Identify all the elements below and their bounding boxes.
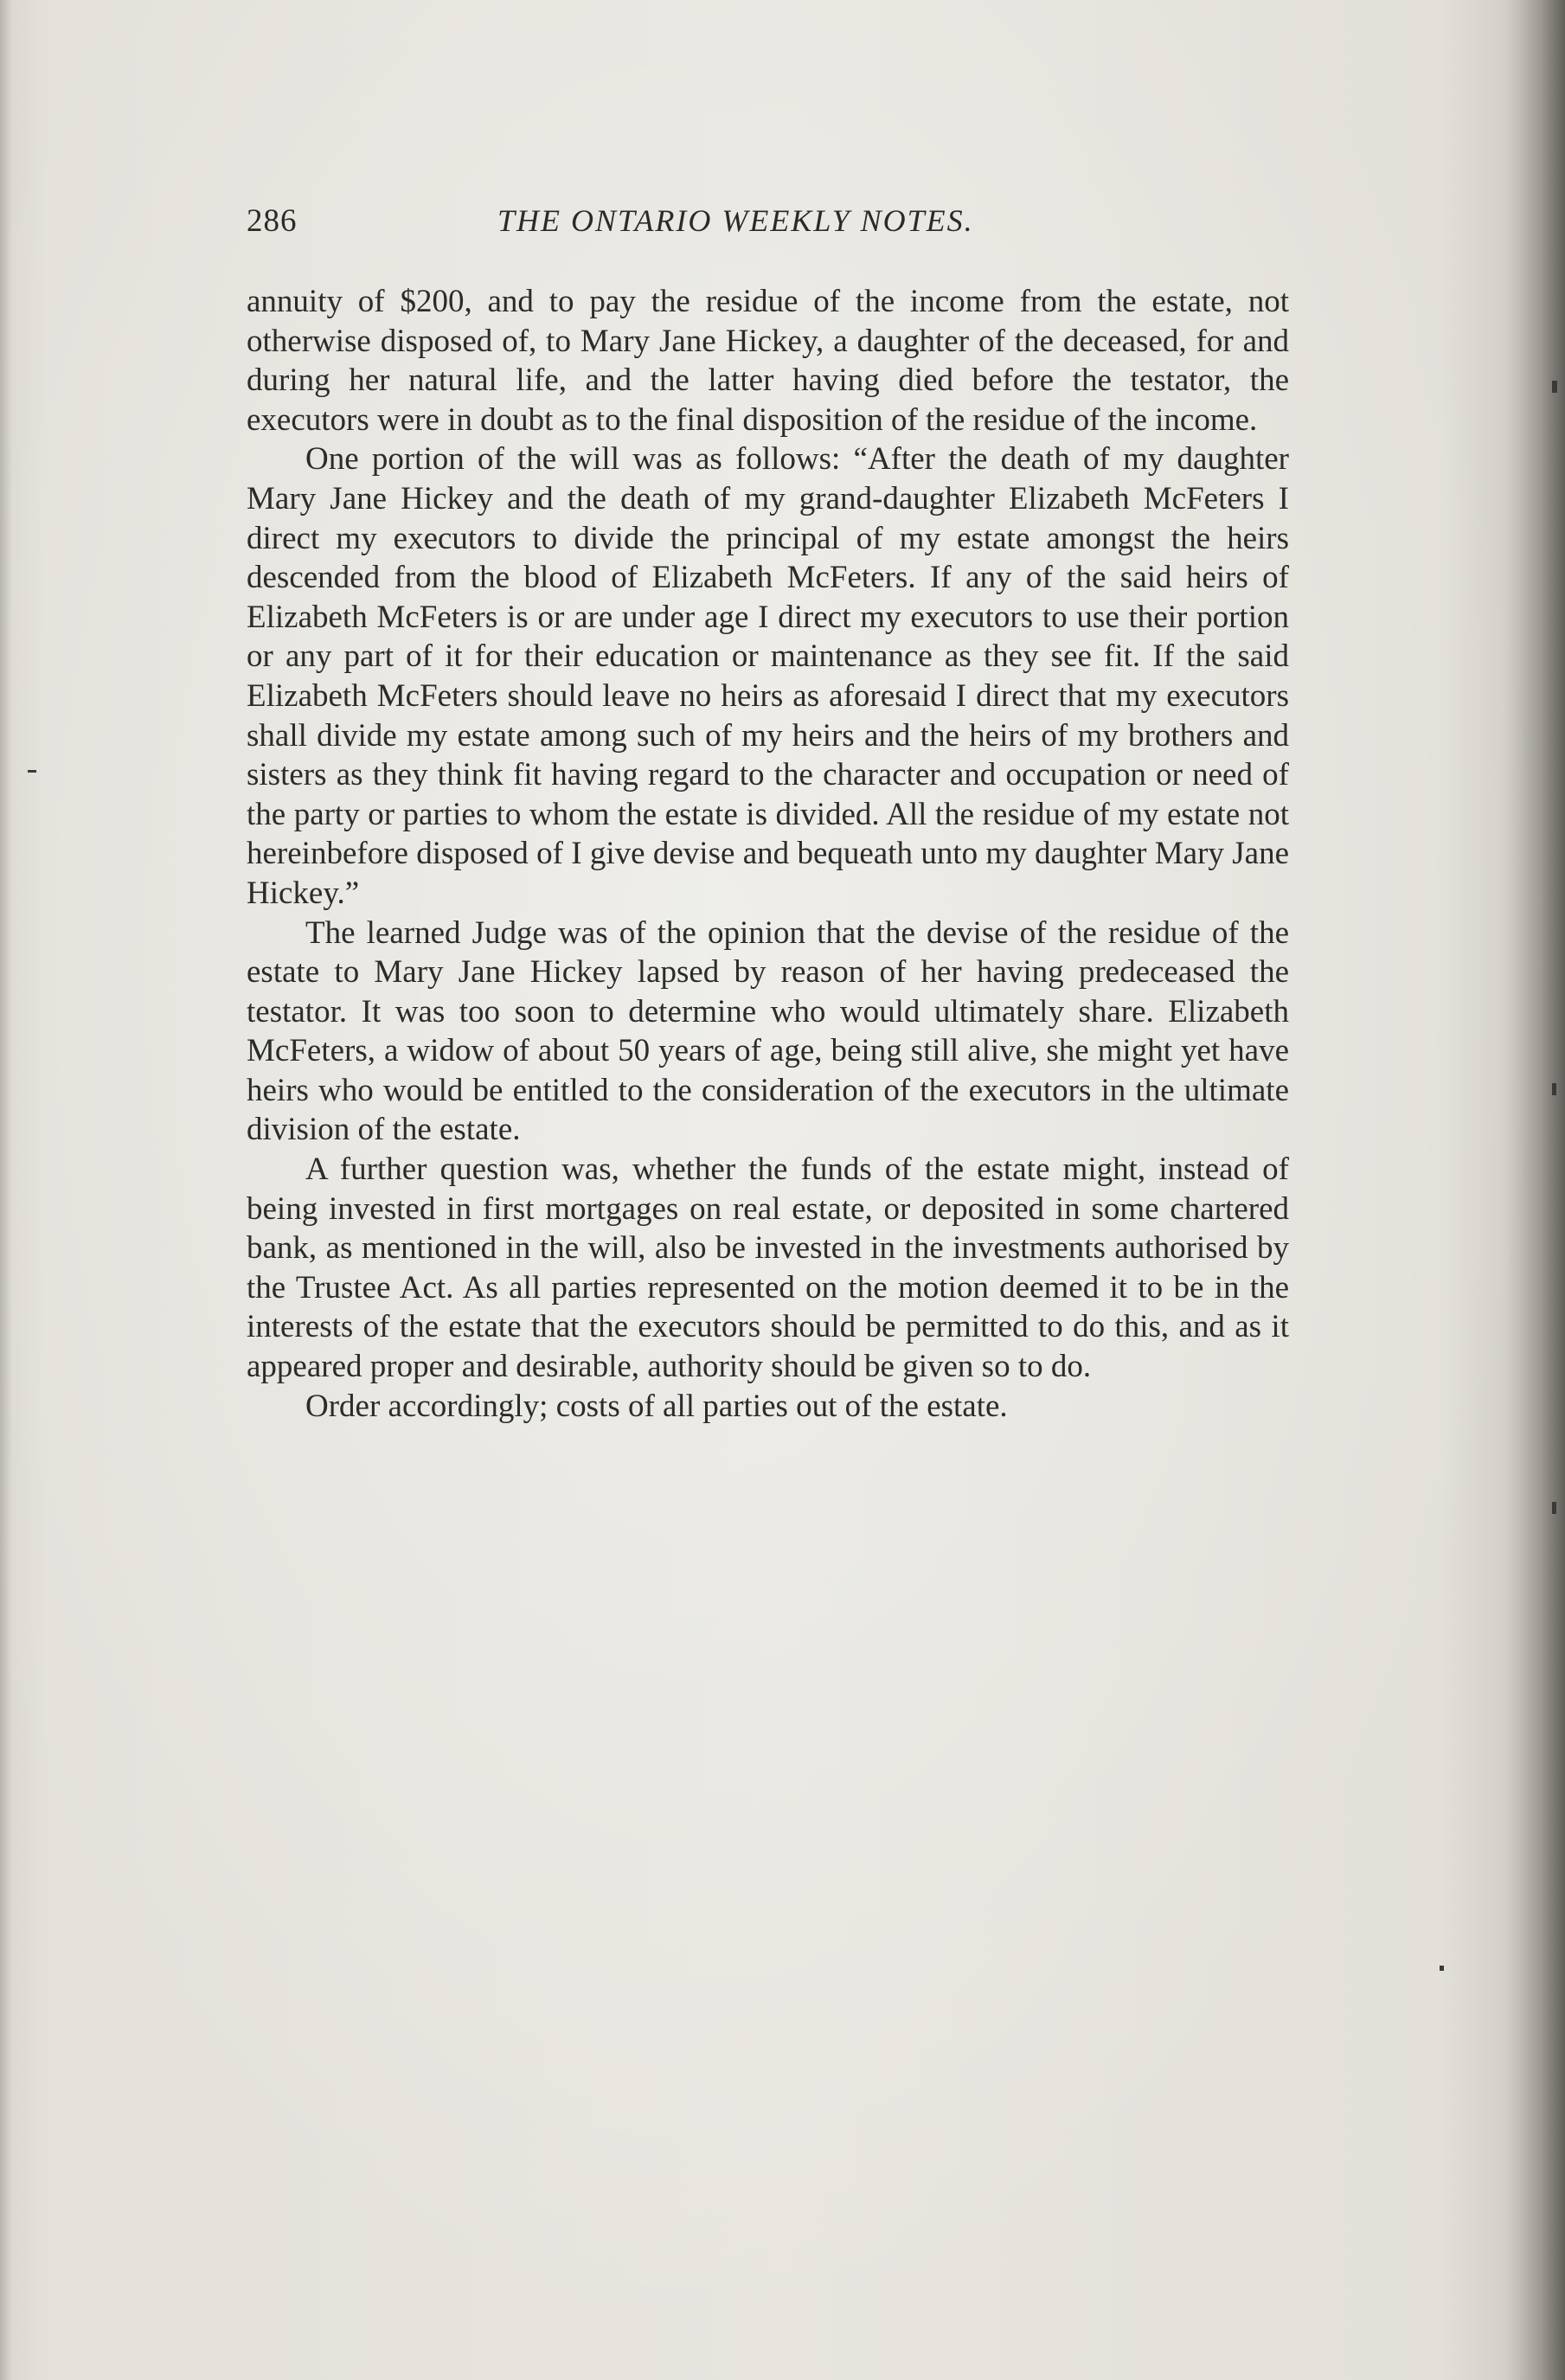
paragraph-1: annuity of $200, and to pay the residue of the income from the estate, not otherwise disposed of, to Mary Jane Hickey, a daughter of the deceased, for and during her natural life, and the latter having died before the testator, the executors were in doubt as to the final disposition of the residue of the income. (247, 284, 1289, 438)
paragraph-3: The learned Judge was of the opinion that the devise of the residue of the estate to Mary Jane Hickey lapsed by reason of her having predeceased the testator. It was too soon to determine who would ultimately share. Elizabeth McFeters, a widow of about 50 years of age, being still alive, she might yet have heirs who would be entitled to the consideration of the executors in the ultimate division of the estate. (247, 914, 1289, 1148)
margin-speck (1552, 1502, 1556, 1514)
margin-speck (28, 770, 36, 773)
margin-speck (1552, 1083, 1556, 1095)
running-head: THE ONTARIO WEEKLY NOTES. (497, 203, 974, 238)
margin-speck (1552, 381, 1557, 393)
body-text (247, 282, 1289, 1426)
paragraph-4: A further question was, whether the funds of the estate might, instead of being invested in first mortgages on real estate, or deposited in some chartered bank, as mentioned in the will, also be invested in the investments authorised by the Trustee Act. As all parties represented on the motion deemed it to be in the interests of the estate that the executors should be permitted to do this, and as it appeared proper and desirable, authority should be given so to do. (247, 1152, 1289, 1385)
margin-speck (1440, 1966, 1444, 1971)
paragraph-2: One portion of the will was as follows: “After the death of my daughter Mary Jane Hickey and the death of my grand-daughter Elizabeth McFeters I direct my executors to divide the principal of my estate amongst the heirs descended from the blood of Elizabeth McFeters. If any of the said heirs of Elizabeth McFeters is or are under age I direct my executors to use their portion or any part of it for their education or maintenance as they see fit. If the said Elizabeth McFeters should leave no heirs as aforesaid I direct that my executors shall divide my estate among such of my heirs and the heirs of my brothers and sisters as they think fit having regard to the character and occupation or need of the party or parties to whom the estate is divided. All the residue of my estate not hereinbefore disposed of I give devise and bequeath unto my daughter Mary Jane Hickey.” (247, 441, 1289, 911)
page-header (247, 202, 1293, 254)
page-left-edge (0, 0, 12, 2380)
page-number: 286 (247, 203, 298, 239)
paragraph-5: Order accordingly; costs of all parties out of the estate. (305, 1388, 1008, 1424)
page-spine-shadow (1504, 0, 1565, 2380)
